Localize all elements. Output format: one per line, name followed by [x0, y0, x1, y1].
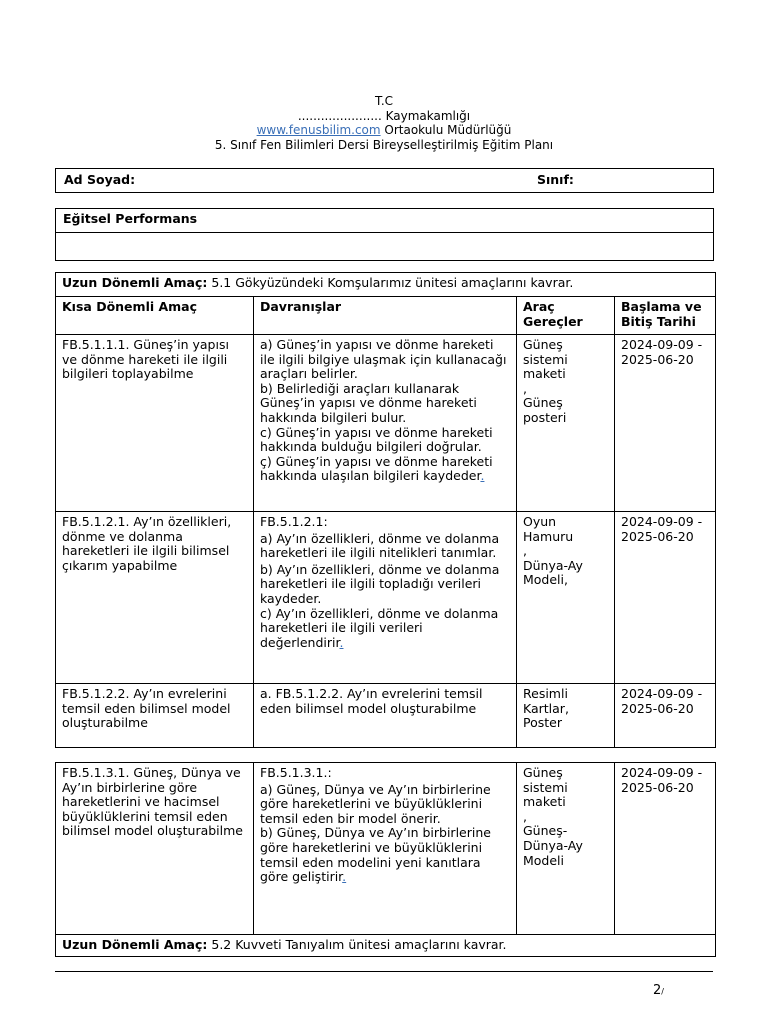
table-row [56, 335, 716, 512]
plan-table-1 [55, 272, 716, 748]
header-dates: Başlama ve Bitiş Tarihi [615, 297, 716, 335]
name-label: Ad Soyad: [64, 172, 136, 187]
tools-cell: Oyun Hamuru , Dünya-Ay Modeli, [517, 512, 615, 684]
performance-box [55, 208, 714, 261]
behaviors-cell: a) Güneş’in yapısı ve dönme hareketi ile ilgili bilgiye ulaşmak için kullanacağı araçları belirler. b) Belirlediği araçları kullanarak Güneş’in yapısı ve dönme hareketi hakkında bilgileri bulur. c) Güneş’in yapısı ve dönme hareketi hakkında bulduğu bilgileri doğrular. ç) Güneş’in yapısı ve dönme hareketi hakkında ulaşılan bilgileri kaydeder. [254, 335, 517, 512]
short-term-goal: FB.5.1.2.1. Ay’ın özellikleri, dönme ve dolanma hareketleri ile ilgili bilimsel çıkarım yapabilme [56, 512, 254, 684]
long-term-goal-2: Uzun Dönemli Amaç: 5.2 Kuvveti Tanıyalım ünitesi amaçlarını kavrar. [56, 935, 716, 957]
header-short-term: Kısa Dönemli Amaç [56, 297, 254, 335]
header-plan-title: 5. Sınıf Fen Bilimleri Dersi Bireyselleştirilmiş Eğitim Planı [214, 137, 554, 152]
footer-divider [55, 971, 713, 972]
plan-table-2 [55, 762, 716, 957]
student-info-box [55, 168, 714, 193]
dates-cell: 2024-09-09 - 2025-06-20 [615, 512, 716, 684]
document-header [0, 94, 768, 152]
tools-cell: Resimli Kartlar, Poster [517, 684, 615, 748]
behaviors-cell: FB.5.1.2.1: a) Ay’ın özellikleri, dönme ve dolanma hareketleri ile ilgili nitelikleri tanımlar. b) Ay’ın özellikleri, dönme ve dolanma hareketleri ile ilgili topladığı verileri kaydeder. c) Ay’ın özellikleri, dönme ve dolanma hareketleri ile ilgili verileri değerlendirir. [254, 512, 517, 684]
table-row [56, 684, 716, 748]
header-tc: T.C [374, 94, 394, 108]
header-behaviors: Davranışlar [254, 297, 517, 335]
behaviors-cell: FB.5.1.3.1.: a) Güneş, Dünya ve Ay’ın birbirlerine göre hareketlerini ve büyüklüklerini temsil eden bir model önerir. b) Güneş, Dünya ve Ay’ın birbirlerine göre hareketlerini ve büyüklüklerini temsil eden modelini yeni kanıtlara göre geliştirir. [254, 763, 517, 935]
tools-cell: Güneş sistemi maketi , Güneş-Dünya-Ay Modeli [517, 763, 615, 935]
header-tools: Araç Gereçler [517, 297, 615, 335]
table-row [56, 512, 716, 684]
performance-label: Eğitsel Performans [56, 209, 713, 233]
page-number: 2/ [653, 983, 664, 998]
long-term-goal-1: Uzun Dönemli Amaç: 5.1 Gökyüzündeki Komşularımız ünitesi amaçlarını kavrar. [56, 273, 716, 297]
website-link[interactable]: www.fenusbilim.com [256, 123, 381, 138]
dates-cell: 2024-09-09 - 2025-06-20 [615, 763, 716, 935]
table-row [56, 763, 716, 935]
short-term-goal: FB.5.1.3.1. Güneş, Dünya ve Ay’ın birbirlerine göre hareketlerini ve hacimsel büyüklüklerini temsil eden bilimsel model oluşturabilme [56, 763, 254, 935]
dates-cell: 2024-09-09 - 2025-06-20 [615, 335, 716, 512]
behaviors-cell: a. FB.5.1.2.2. Ay’ın evrelerini temsil eden bilimsel model oluşturabilme [254, 684, 517, 748]
header-school: www.fenusbilim.com Ortaokulu Müdürlüğü [256, 123, 512, 138]
tools-cell: Güneş sistemi maketi , Güneş posteri [517, 335, 615, 512]
short-term-goal: FB.5.1.2.2. Ay’ın evrelerini temsil eden bilimsel model oluşturabilme [56, 684, 254, 748]
short-term-goal: FB.5.1.1.1. Güneş’in yapısı ve dönme hareketi ile ilgili bilgileri toplayabilme [56, 335, 254, 512]
dates-cell: 2024-09-09 - 2025-06-20 [615, 684, 716, 748]
class-label: Sınıf: [537, 172, 574, 187]
header-kaymakamlik: ...................... Kaymakamlığı [297, 108, 471, 123]
